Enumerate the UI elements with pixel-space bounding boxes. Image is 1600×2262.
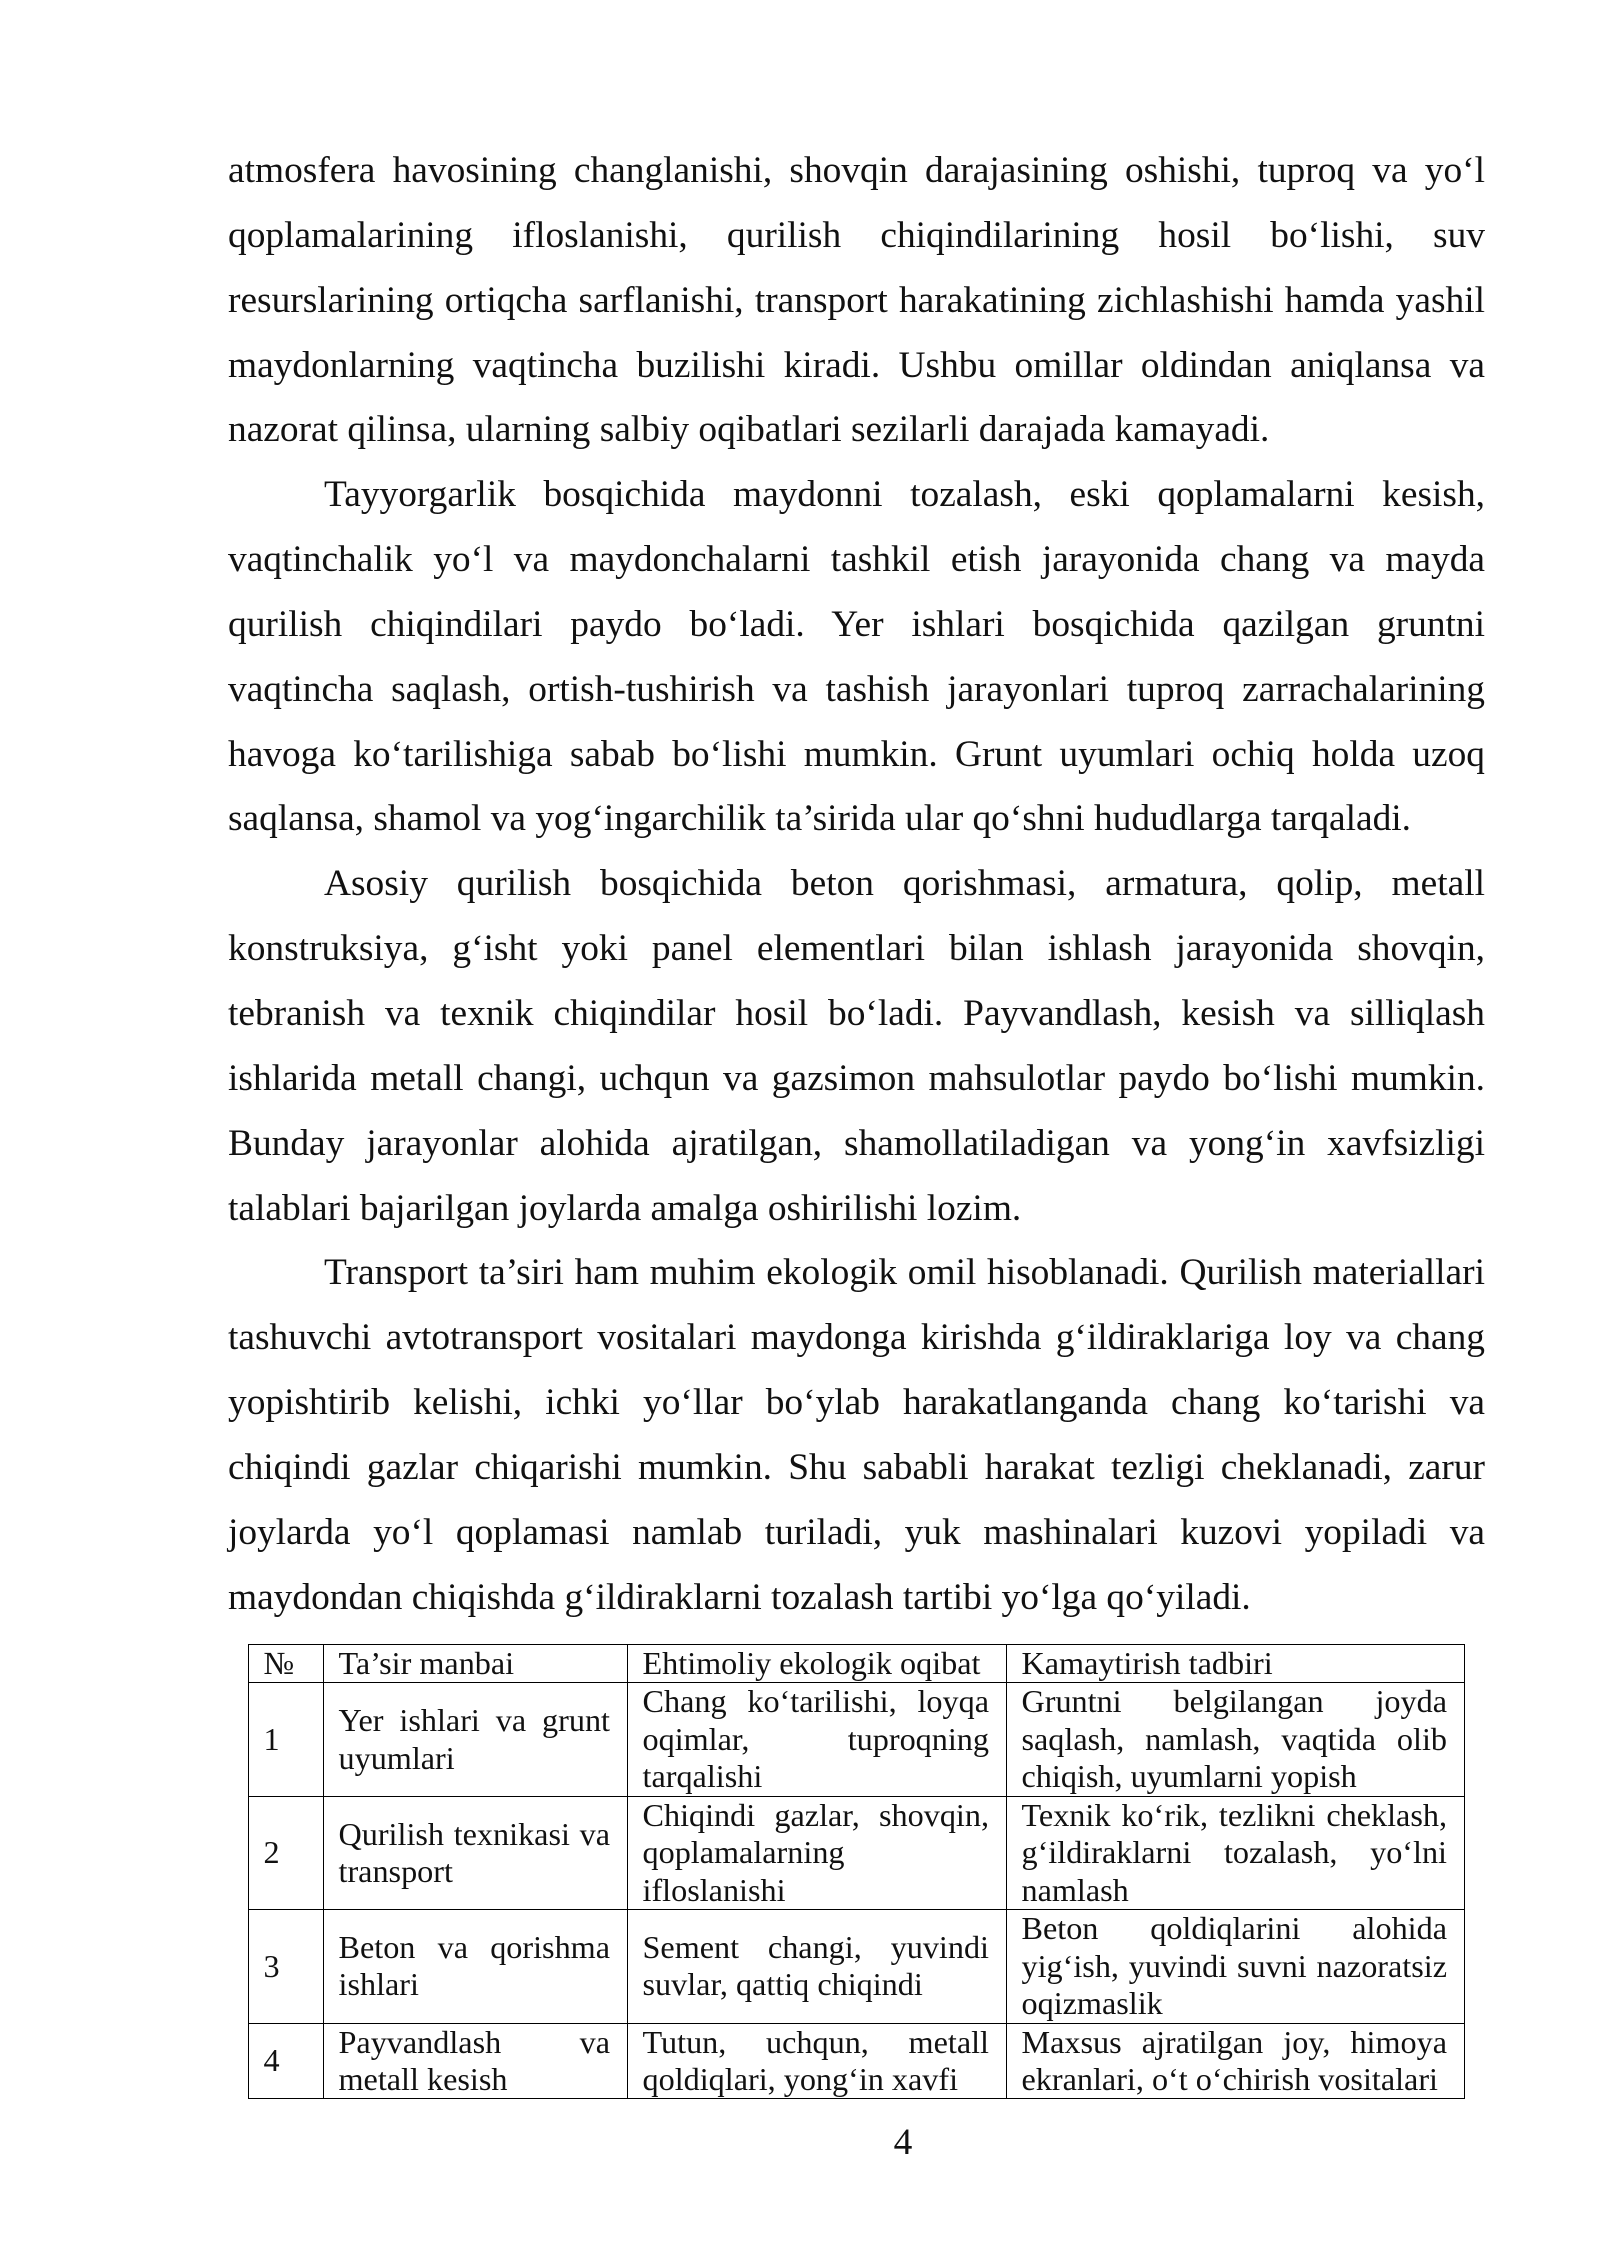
text-line: joylarda yo‘l qoplamasi namlab turiladi, yuk mashinalari kuzovi yopiladi va xyxy=(228,1511,1485,1553)
text-line: yopishtirib kelishi, ichki yo‘llar bo‘ylab harakatlanganda chang ko‘tarishi va xyxy=(228,1382,1485,1424)
table-cell-source: Qurilish texnikasi va transport xyxy=(324,1796,628,1909)
text-line: Bunday jarayonlar alohida ajratilgan, shamollatiladigan va yong‘in xavfsizligi xyxy=(228,1122,1485,1164)
text-line: vaqtincha saqlash, ortish-tushirish va tashish jarayonlari tuproq zarrachalarining xyxy=(228,668,1485,710)
table-cell-consequence: Chang ko‘tarilishi, loyqa oqimlar, tuproqning tarqalishi xyxy=(628,1683,1007,1796)
text-line: vaqtinchalik yo‘l va maydonchalarni tashkil etish jarayonida chang va mayda xyxy=(228,539,1485,581)
table-header-consequence: Ehtimoliy ekologik oqibat xyxy=(628,1645,1007,1683)
table-cell-measure: Beton qoldiqlarini alohida yig‘ish, yuvindi suvni nazoratsiz oqizmaslik xyxy=(1007,1910,1465,2023)
table-cell-number: 3 xyxy=(249,1910,324,2023)
body-text xyxy=(228,139,1485,1630)
table-cell-number: 4 xyxy=(249,2023,324,2099)
table-cell-consequence: Chiqindi gazlar, shovqin, qoplamalarning ifloslanishi xyxy=(628,1796,1007,1909)
impact-table xyxy=(248,1644,1465,2099)
paragraph xyxy=(228,1241,1485,1630)
table-cell-source: Beton va qorishma ishlari xyxy=(324,1910,628,2023)
text-line: tashuvchi avtotransport vositalari maydonga kirishda g‘ildiraklariga loy va chang xyxy=(228,1317,1485,1359)
table-cell-measure: Gruntni belgilangan joyda saqlash, namlash, vaqtida olib chiqish, uyumlarni yopish xyxy=(1007,1683,1465,1796)
table-row xyxy=(249,1910,1465,2023)
text-line: maydonlarning vaqtincha buzilishi kiradi. Ushbu omillar oldindan aniqlansa va xyxy=(228,344,1485,386)
table-cell-source: Yer ishlari va grunt uyumlari xyxy=(324,1683,628,1796)
text-line: chiqindi gazlar chiqarishi mumkin. Shu sababli harakat tezligi cheklanadi, zarur xyxy=(228,1446,1485,1488)
table-header-row xyxy=(249,1645,1465,1683)
table-cell-measure: Maxsus ajratilgan joy, himoya ekranlari, o‘t o‘chirish vositalari xyxy=(1007,2023,1465,2099)
text-line: maydondan chiqishda g‘ildiraklarni tozalash tartibi yo‘lga qo‘yiladi. xyxy=(228,1576,1251,1618)
paragraph xyxy=(228,463,1485,852)
text-line: ishlarida metall changi, uchqun va gazsimon mahsulotlar paydo bo‘lishi mumkin. xyxy=(228,1057,1485,1099)
page-number: 4 xyxy=(893,2122,913,2163)
table-cell-number: 1 xyxy=(249,1683,324,1796)
text-line: Asosiy qurilish bosqichida beton qorishmasi, armatura, qolip, metall xyxy=(324,863,1485,905)
text-line: Tayyorgarlik bosqichida maydonni tozalash, eski qoplamalarni kesish, xyxy=(324,474,1485,516)
text-line: resurslarining ortiqcha sarflanishi, transport harakatining zichlashishi hamda yashil xyxy=(228,279,1485,321)
text-line: qoplamalarining ifloslanishi, qurilish chiqindilarining hosil bo‘lishi, suv xyxy=(228,214,1485,256)
table-row xyxy=(249,2023,1465,2099)
text-line: havoga ko‘tarilishiga sabab bo‘lishi mumkin. Grunt uyumlari ochiq holda uzoq xyxy=(228,733,1485,775)
table-cell-consequence: Sement changi, yuvindi suvlar, qattiq chiqindi xyxy=(628,1910,1007,2023)
table-header-measure: Kamaytirish tadbiri xyxy=(1007,1645,1465,1683)
table-row xyxy=(249,1683,1465,1796)
paragraph xyxy=(228,139,1485,463)
text-line: nazorat qilinsa, ularning salbiy oqibatlari sezilarli darajada kamayadi. xyxy=(228,409,1270,451)
table-cell-measure: Texnik ko‘rik, tezlikni cheklash, g‘ildiraklarni tozalash, yo‘lni namlash xyxy=(1007,1796,1465,1909)
table-cell-number: 2 xyxy=(249,1796,324,1909)
text-line: qurilish chiqindilari paydo bo‘ladi. Yer ishlari bosqichida qazilgan gruntni xyxy=(228,603,1485,645)
text-line: tebranish va texnik chiqindilar hosil bo‘ladi. Payvandlash, kesish va silliqlash xyxy=(228,992,1485,1034)
text-line: atmosfera havosining changlanishi, shovqin darajasining oshishi, tuproq va yo‘l xyxy=(228,150,1485,191)
text-line: talablari bajarilgan joylarda amalga oshirilishi lozim. xyxy=(228,1187,1022,1229)
table-cell-consequence: Tutun, uchqun, metall qoldiqlari, yong‘in xavfi xyxy=(628,2023,1007,2099)
table-header-number: № xyxy=(249,1645,324,1683)
text-line: Transport ta’siri ham muhim ekologik omil hisoblanadi. Qurilish materiallari xyxy=(324,1252,1485,1294)
text-line: konstruksiya, g‘isht yoki panel elementlari bilan ishlash jarayonida shovqin, xyxy=(228,928,1485,970)
table-row xyxy=(249,1796,1465,1909)
text-line: saqlansa, shamol va yog‘ingarchilik ta’sirida ular qo‘shni hududlarga tarqaladi. xyxy=(228,798,1412,840)
table-header-source: Ta’sir manbai xyxy=(324,1645,628,1683)
paragraph xyxy=(228,852,1485,1241)
table-cell-source: Payvandlash va metall kesish xyxy=(324,2023,628,2099)
